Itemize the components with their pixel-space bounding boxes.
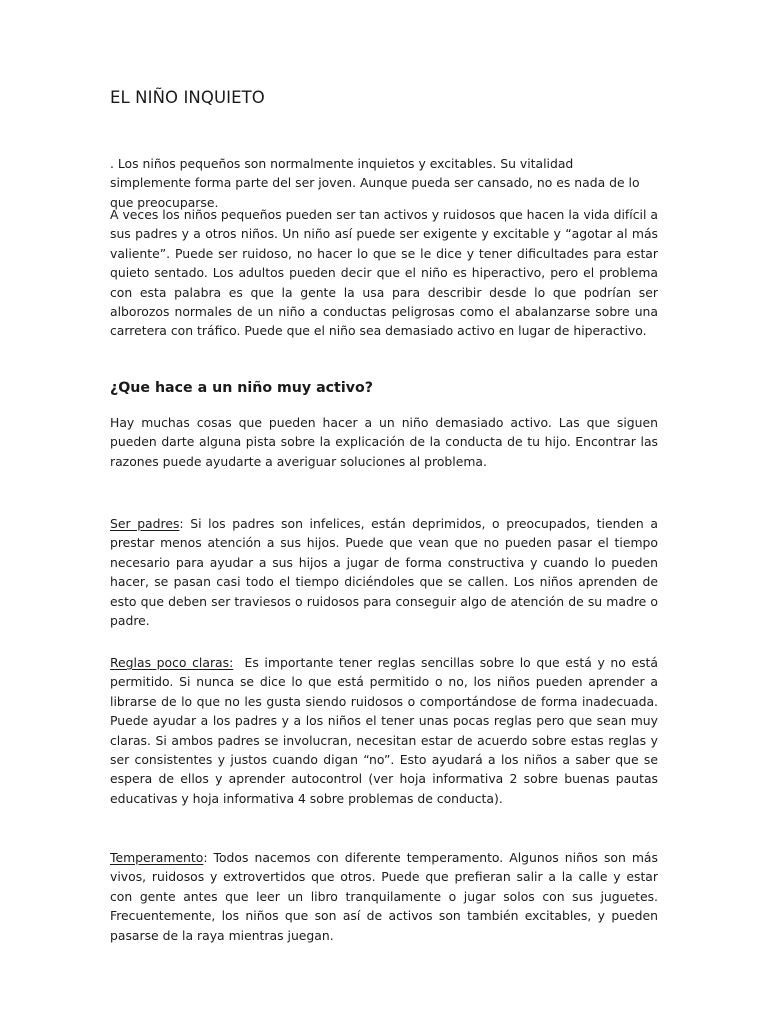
section-heading: ¿Que hace a un niño muy activo? [110, 380, 373, 396]
cause-paragraph-reglas-poco-claras [110, 653, 658, 808]
cause-text: Es importante tener reglas sencillas sobre lo que está y no está permitido. Si nunca se dice lo que está permitido o no, los niños pueden aprender a librarse de lo que no les gusta siendo ruidosos o comportándose de forma inadecuada. Puede ayudar a los padres y a los niños el tener unas pocas reglas pero que sean muy claras. Si ambos padres se involucran, necesitan estar de acuerdo sobre estas reglas y ser consistentes y justos cuando digan “no”. Esto ayudará a los niños a saber que se espera de ellos y aprender autocontrol (ver hoja informativa 2 sobre buenas pautas educativas y hoja informativa 4 sobre problemas de conducta). [110, 655, 658, 806]
cause-paragraph-temperamento [110, 848, 658, 945]
cause-term: Temperamento [110, 850, 204, 865]
section-intro-paragraph: Hay muchas cosas que pueden hacer a un niño demasiado activo. Las que siguen pueden darte alguna pista sobre la explicación de la conducta de tu hijo. Encontrar las razones puede ayudarte a averiguar soluciones al problema. [110, 415, 658, 469]
cause-separator: : [203, 850, 214, 865]
cause-paragraph-ser-padres [110, 514, 658, 630]
intro-paragraph-2: A veces los niños pequeños pueden ser tan activos y ruidosos que hacen la vida difícil a sus padres y a otros niños. Un niño así puede ser exigente y excitable y “agotar al más valiente”. Puede ser ruidoso, no hacer lo que se le dice y tener dificultades para estar quieto sentado. Los adultos pueden decir que el niño es hiperactivo, pero el problema con esta palabra es que la gente la usa para describir desde lo que podrían ser alborozos normales de un niño a conductas peligrosas como el abalanzarse sobre una carretera con tráfico. Puede que el niño sea demasiado activo en lugar de hiperactivo. [110, 207, 658, 339]
cause-separator: : [179, 516, 191, 531]
cause-text: Todos nacemos con diferente temperamento. Algunos niños son más vivos, ruidosos y extrovertidos que otros. Puede que prefieran salir a la calle y estar con gente antes que leer un libro tranquilamente o jugar solos con sus juguetes. Frecuentemente, los niños que son así de activos son también excitables, y pueden pasarse de la raya mientras juegan. [110, 850, 658, 943]
cause-term: Reglas poco claras: [110, 655, 234, 670]
intro-paragraph-1: . Los niños pequeños son normalmente inquietos y excitables. Su vitalidad simplemente forma parte del ser joven. Aunque pueda ser cansado, no es nada de lo que preocuparse. [110, 156, 640, 210]
page-title: EL NIÑO INQUIETO [110, 88, 265, 107]
cause-term: Ser padres [110, 516, 180, 531]
cause-separator [233, 655, 244, 670]
cause-text: Si los padres son infelices, están deprimidos, o preocupados, tienden a prestar menos atención a sus hijos. Puede que vean que no pueden pasar el tiempo necesario para ayudar a sus hijos a jugar de forma constructiva y cuando lo pueden hacer, se pasan casi todo el tiempo diciéndoles que se callen. Los niños aprenden de esto que deben ser traviesos o ruidosos para conseguir algo de atención de su madre o padre. [110, 516, 658, 629]
